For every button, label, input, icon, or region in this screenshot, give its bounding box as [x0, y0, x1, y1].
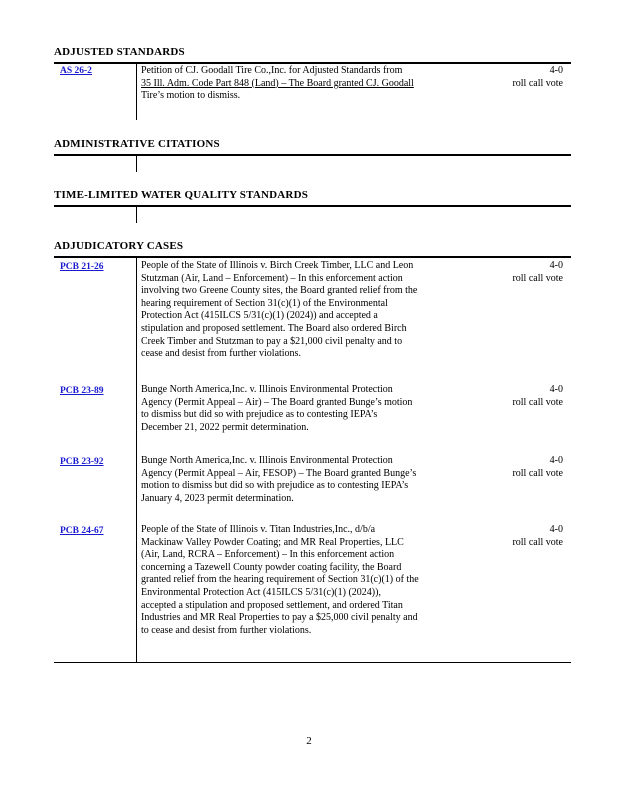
description-line: People of the State of Illinois v. Titan Industries,Inc., d/b/a: [141, 524, 376, 535]
section-rule: [54, 256, 571, 258]
vote-count: 4-0: [549, 524, 563, 535]
vote-result: [490, 524, 563, 549]
description-line: 35 Ill. Adm. Code Part 848 (Land) – The Board granted CJ. Goodall: [141, 77, 414, 89]
docket-link-as-26-2[interactable]: AS 26-2: [60, 66, 92, 76]
vote-result: [490, 260, 563, 285]
description-line: Petition of CJ. Goodall Tire Co.,Inc. for Adjusted Standards from: [141, 65, 403, 76]
description-line: hearing requirement of Section 31(c)(1) of the Environmental: [141, 297, 388, 309]
vote-count: 4-0: [549, 384, 563, 395]
section-rule: [54, 62, 571, 64]
description-line: (Air, Land, RCRA – Enforcement) – In this enforcement action: [141, 549, 395, 561]
description-line: Bunge North America,Inc. v. Illinois Environmental Protection: [141, 384, 393, 395]
description-line: granted relief from the hearing requirement of Section 31(c)(1) of the: [141, 574, 419, 586]
table-bottom-rule: [54, 662, 571, 663]
description-line: motion to dismiss but did so with prejudice as to contesting IEPA’s: [141, 480, 409, 492]
description-line: to dismiss but did so with prejudice as to contesting IEPA’s: [141, 409, 378, 421]
column-divider: [136, 156, 137, 172]
column-divider: [136, 207, 137, 223]
description-line: January 4, 2023 permit determination.: [141, 492, 294, 504]
column-divider: [136, 64, 137, 120]
section-heading-time-limited: TIME-LIMITED WATER QUALITY STANDARDS: [54, 189, 309, 201]
vote-count: 4-0: [549, 65, 563, 76]
vote-result: [490, 65, 563, 90]
description-line: Protection Act (415ILCS 5/31(c)(1) (2024)) and accepted a: [141, 310, 378, 322]
description-line: cease and desist from further violations.: [141, 348, 301, 360]
section-heading-administrative-citations: ADMINISTRATIVE CITATIONS: [54, 138, 220, 150]
description-line: Environmental Protection Act (415ILCS 5/31(c)(1) (2024)),: [141, 586, 381, 598]
vote-result: [490, 384, 563, 409]
page-number: 2: [306, 735, 312, 747]
description-line: involving two Greene County sites, the Board granted relief from the: [141, 285, 418, 297]
vote-count: 4-0: [549, 455, 563, 466]
description-line: Mackinaw Valley Powder Coating; and MR Real Properties, LLC: [141, 536, 404, 548]
vote-label: roll call vote: [512, 467, 563, 479]
vote-label: roll call vote: [512, 396, 563, 408]
description-line: concerning a Tazewell County powder coating facility, the Board: [141, 561, 402, 573]
description-line: Tire’s motion to dismiss.: [141, 90, 241, 102]
vote-label: roll call vote: [512, 272, 563, 284]
vote-label: roll call vote: [512, 536, 563, 548]
section-rule: [54, 205, 571, 207]
description-line: stipulation and proposed settlement. The Board also ordered Birch: [141, 322, 407, 334]
docket-link-pcb-23-89[interactable]: PCB 23-89: [60, 386, 104, 396]
description-line: Creek Timber and Stutzman to pay a $21,000 civil penalty and to: [141, 335, 403, 347]
section-rule: [54, 154, 571, 156]
docket-link-pcb-23-92[interactable]: PCB 23-92: [60, 457, 104, 467]
description-line: People of the State of Illinois v. Birch Creek Timber, LLC and Leon: [141, 260, 414, 271]
entry-description: [141, 260, 476, 361]
description-line: Bunge North America,Inc. v. Illinois Environmental Protection: [141, 455, 393, 466]
description-line: December 21, 2022 permit determination.: [141, 421, 309, 433]
docket-link-pcb-24-67[interactable]: PCB 24-67: [60, 526, 104, 536]
description-line: accepted a stipulation and proposed settlement, and ordered Titan: [141, 599, 403, 611]
entry-description: [141, 65, 476, 103]
entry-description: [141, 384, 476, 434]
description-line: Agency (Permit Appeal – Air, FESOP) – The Board granted Bunge’s: [141, 467, 417, 479]
description-line: Agency (Permit Appeal – Air) – The Board granted Bunge’s motion: [141, 396, 413, 408]
docket-link-pcb-21-26[interactable]: PCB 21-26: [60, 262, 104, 272]
description-line: Stutzman (Air, Land – Enforcement) – In this enforcement action: [141, 272, 403, 284]
section-heading-adjusted-standards: ADJUSTED STANDARDS: [54, 46, 185, 58]
vote-result: [490, 455, 563, 480]
entry-description: [141, 455, 476, 505]
section-heading-adjudicatory-cases: ADJUDICATORY CASES: [54, 240, 184, 252]
vote-label: roll call vote: [512, 77, 563, 89]
vote-count: 4-0: [549, 260, 563, 271]
description-line: to cease and desist from further violations.: [141, 624, 312, 636]
description-line: Industries and MR Real Properties to pay a $25,000 civil penalty and: [141, 612, 418, 624]
column-divider: [136, 258, 137, 662]
entry-description: [141, 524, 476, 637]
